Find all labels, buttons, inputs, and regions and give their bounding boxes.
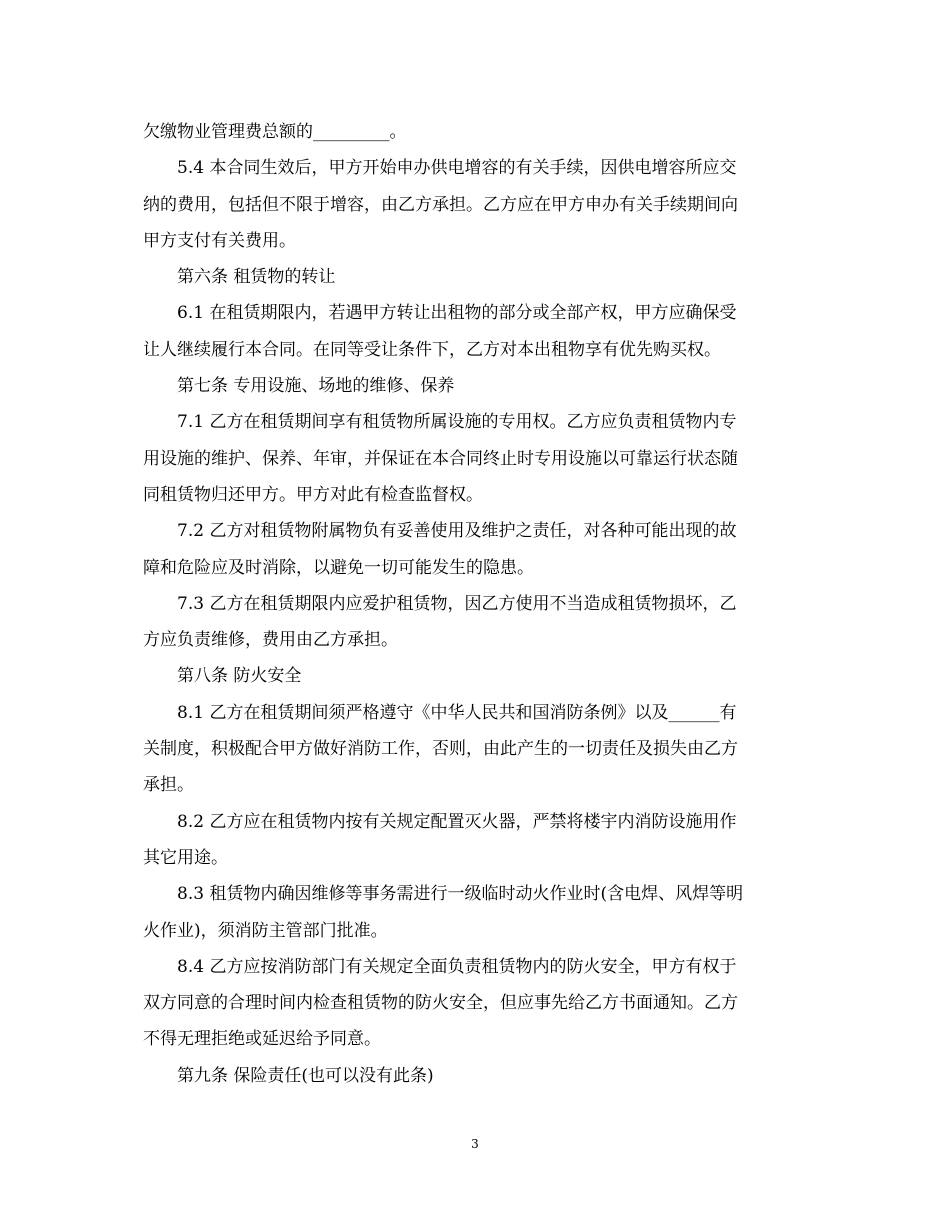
clause-5-4-line: 5.4 本合同生效后，甲方开始申办供电增容的有关手续，因供电增容所应交: [177, 158, 737, 179]
clause-7-2-line: 7.2 乙方对租赁物附属物负有妥善使用及维护之责任，对各种可能出现的故: [177, 521, 737, 542]
text-line: 纳的费用，包括但不限于增容，由乙方承担。乙方应在甲方申办有关手续期间向: [143, 194, 738, 215]
clause-7-1-line: 7.1 乙方在租赁期间享有租赁物所属设施的专用权。乙方应负责租赁物内专: [177, 412, 737, 433]
clause-8-1-line: 8.1 乙方在租赁期间须严格遵守《中华人民共和国消防条例》以及______有: [177, 702, 737, 723]
text-line: 不得无理拒绝或延迟给予同意。: [143, 1029, 381, 1050]
text-line: 障和危险应及时消除，以避免一切可能发生的隐患。: [143, 557, 534, 578]
text-line: 关制度，积极配合甲方做好消防工作，否则，由此产生的一切责任及损失由乙方: [143, 739, 738, 760]
text-line: 欠缴物业管理费总额的_________。: [143, 122, 407, 142]
clause-8-2-line: 8.2 乙方应在租赁物内按有关规定配置灭火器，严禁将楼宇内消防设施用作: [177, 811, 737, 832]
clause-7-3-line: 7.3 乙方在租赁期限内应爱护租赁物，因乙方使用不当造成租赁物损坏，乙: [177, 593, 737, 614]
text-line: 用设施的维护、保养、年审，并保证在本合同终止时专用设施以可靠运行状态随: [143, 448, 738, 469]
text-line: 火作业)，须消防主管部门批准。: [143, 920, 388, 941]
page-number: 3: [471, 1137, 479, 1151]
article-8-heading: 第八条 防火安全: [177, 666, 302, 687]
text-line: 甲方支付有关费用。: [143, 230, 296, 251]
article-9-heading: 第九条 保险责任(也可以没有此条): [177, 1065, 434, 1086]
article-6-heading: 第六条 租赁物的转让: [177, 267, 336, 288]
clause-6-1-line: 6.1 在租赁期限内，若遇甲方转让出租物的部分或全部产权，甲方应确保受: [177, 303, 737, 324]
text-line: 承担。: [143, 775, 194, 796]
text-line: 其它用途。: [143, 847, 228, 868]
document-body: [143, 114, 813, 1094]
text-line: 方应负责维修，费用由乙方承担。: [143, 630, 398, 651]
clause-8-3-line: 8.3 租赁物内确因维修等事务需进行一级临时动火作业时(含电焊、风焊等明: [177, 884, 744, 905]
article-7-heading: 第七条 专用设施、场地的维修、保养: [177, 376, 455, 397]
text-line: 双方同意的合理时间内检查租赁物的防火安全，但应事先给乙方书面通知。乙方: [143, 993, 738, 1014]
clause-8-4-line: 8.4 乙方应按消防部门有关规定全面负责租赁物内的防火安全，甲方有权于: [177, 956, 737, 977]
text-line: 同租赁物归还甲方。甲方对此有检查监督权。: [143, 484, 483, 505]
text-line: 让人继续履行本合同。在同等受让条件下，乙方对本出租物享有优先购买权。: [143, 339, 721, 360]
